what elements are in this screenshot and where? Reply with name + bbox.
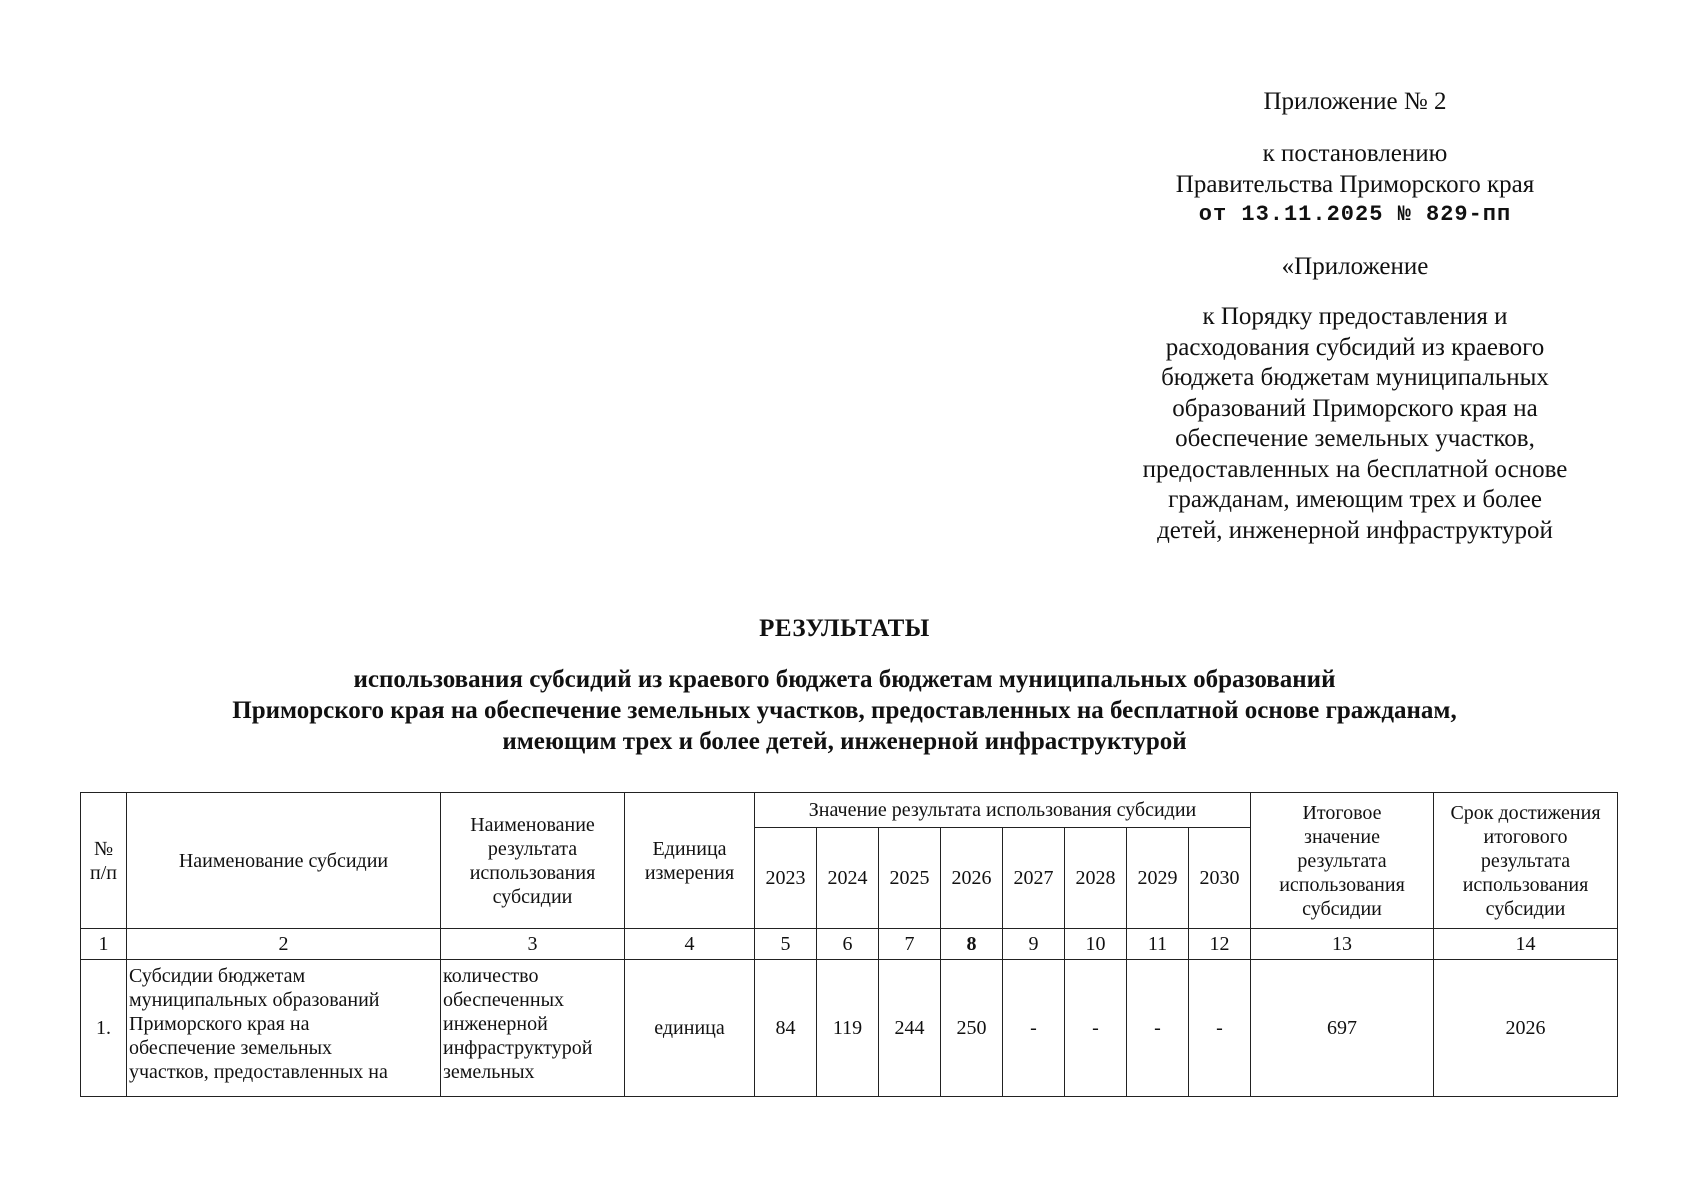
procedure-line: к Порядку предоставления и [1202, 303, 1508, 330]
resolution-number-text: от 13.11.2025 № 829-пп [1198, 202, 1512, 227]
row-value-2023: 84 [755, 960, 817, 1097]
cell-line: количество [443, 965, 539, 987]
procedure-line: обеспечение земельных участков, [1175, 425, 1535, 452]
header-text: Срок достижения [1450, 801, 1601, 824]
column-numbers-row [81, 929, 1618, 960]
header-final-value [1251, 793, 1434, 929]
cell-line: земельных [443, 1061, 535, 1083]
header-row-group [81, 793, 1618, 828]
column-number: 11 [1127, 929, 1189, 960]
procedure-line: предоставленных на бесплатной основе [1142, 455, 1568, 483]
header-text: результата [487, 837, 578, 860]
resolution-line: Правительства Приморского края [1175, 171, 1535, 198]
column-number: 6 [817, 929, 879, 960]
column-number: 8 [941, 929, 1003, 960]
header-subsidy-name: Наименование субсидии [127, 793, 441, 929]
results-table [80, 792, 1618, 1097]
row-deadline: 2026 [1434, 960, 1618, 1097]
resolution-number [1060, 199, 1650, 230]
header-text: Наименование [470, 813, 595, 836]
cell-line: муниципальных образований [129, 989, 380, 1011]
header-year: 2030 [1189, 828, 1251, 929]
header-year: 2028 [1065, 828, 1127, 929]
header-text: результата [1297, 849, 1387, 872]
header-year: 2024 [817, 828, 879, 929]
header-text: использования [1279, 873, 1405, 896]
header-text: субсидии [492, 885, 573, 908]
subtitle-line: имеющим трех и более детей, инженерной инфраструктурой [502, 728, 1187, 755]
header-text: использования [1462, 873, 1589, 896]
column-number: 1 [81, 929, 127, 960]
column-number: 7 [879, 929, 941, 960]
row-value-2026: 250 [941, 960, 1003, 1097]
document-subtitle [0, 664, 1689, 757]
procedure-line: образований Приморского края на [1172, 394, 1538, 422]
row-value-2024: 119 [817, 960, 879, 1097]
column-number: 3 [441, 929, 625, 960]
row-num: 1. [81, 960, 127, 1097]
cell-line: участков, предоставленных на [129, 1061, 388, 1083]
table-row [81, 960, 1618, 1097]
sub-appendix-label [1060, 251, 1650, 282]
row-unit: единица [625, 960, 755, 1097]
resolution-reference [1060, 138, 1650, 200]
procedure-line: расходования субсидий из краевого [1165, 333, 1545, 361]
column-number: 14 [1434, 929, 1618, 960]
header-text: п/п [90, 861, 117, 884]
cell-line: Приморского края на [129, 1013, 310, 1035]
procedure-reference [1060, 302, 1650, 546]
column-number: 12 [1189, 929, 1251, 960]
header-text: результата [1480, 849, 1571, 872]
header-text: Итоговое [1302, 801, 1382, 824]
cell-line: инженерной [443, 1013, 548, 1035]
header-text: № [93, 837, 114, 860]
header-deadline [1434, 793, 1618, 929]
header-result-name [441, 793, 625, 929]
cell-line: инфраструктурой [443, 1037, 593, 1059]
resolution-line: к постановлению [1262, 140, 1448, 167]
document-title: РЕЗУЛЬТАТЫ [759, 615, 930, 642]
column-number: 5 [755, 929, 817, 960]
header-year: 2026 [941, 828, 1003, 929]
header-text: Единица [652, 837, 727, 860]
column-number: 13 [1251, 929, 1434, 960]
header-text: итогового [1483, 825, 1568, 848]
header-year: 2029 [1127, 828, 1189, 929]
column-number: 9 [1003, 929, 1065, 960]
subtitle-line: использования субсидий из краевого бюджета бюджетам муниципальных образований [353, 666, 1336, 693]
header-values-group: Значение результата использования субсидии [755, 793, 1251, 828]
procedure-line: бюджета бюджетам муниципальных [1161, 364, 1549, 391]
appendix-text: Приложение № 2 [1263, 88, 1447, 115]
cell-line: обеспечение земельных [129, 1037, 333, 1059]
cell-line: обеспеченных [443, 989, 565, 1011]
header-year: 2023 [755, 828, 817, 929]
sub-appendix-text: «Приложение [1281, 253, 1429, 280]
row-subsidy-name [127, 960, 441, 1097]
header-text: субсидии [1485, 897, 1566, 920]
subtitle-line: Приморского края на обеспечение земельных участков, предоставленных на бесплатной основе гражданам, [232, 697, 1457, 724]
header-year: 2027 [1003, 828, 1065, 929]
header-text: использования [469, 861, 596, 884]
header-text: значение [1304, 825, 1380, 848]
appendix-label [1060, 86, 1650, 117]
column-number: 2 [127, 929, 441, 960]
column-number: 4 [625, 929, 755, 960]
header-num [81, 793, 127, 929]
procedure-line: детей, инженерной инфраструктурой [1157, 516, 1553, 544]
procedure-line: гражданам, имеющим трех и более [1168, 486, 1542, 513]
header-year: 2025 [879, 828, 941, 929]
header-text: субсидии [1302, 897, 1382, 920]
row-value-2030: - [1189, 960, 1251, 1097]
row-value-2028: - [1065, 960, 1127, 1097]
row-final-value: 697 [1251, 960, 1434, 1097]
column-number: 10 [1065, 929, 1127, 960]
row-value-2027: - [1003, 960, 1065, 1097]
row-value-2025: 244 [879, 960, 941, 1097]
row-value-2029: - [1127, 960, 1189, 1097]
cell-line: Субсидии бюджетам [129, 965, 306, 987]
row-result-name [441, 960, 625, 1097]
header-text: измерения [644, 861, 735, 884]
header-unit [625, 793, 755, 929]
